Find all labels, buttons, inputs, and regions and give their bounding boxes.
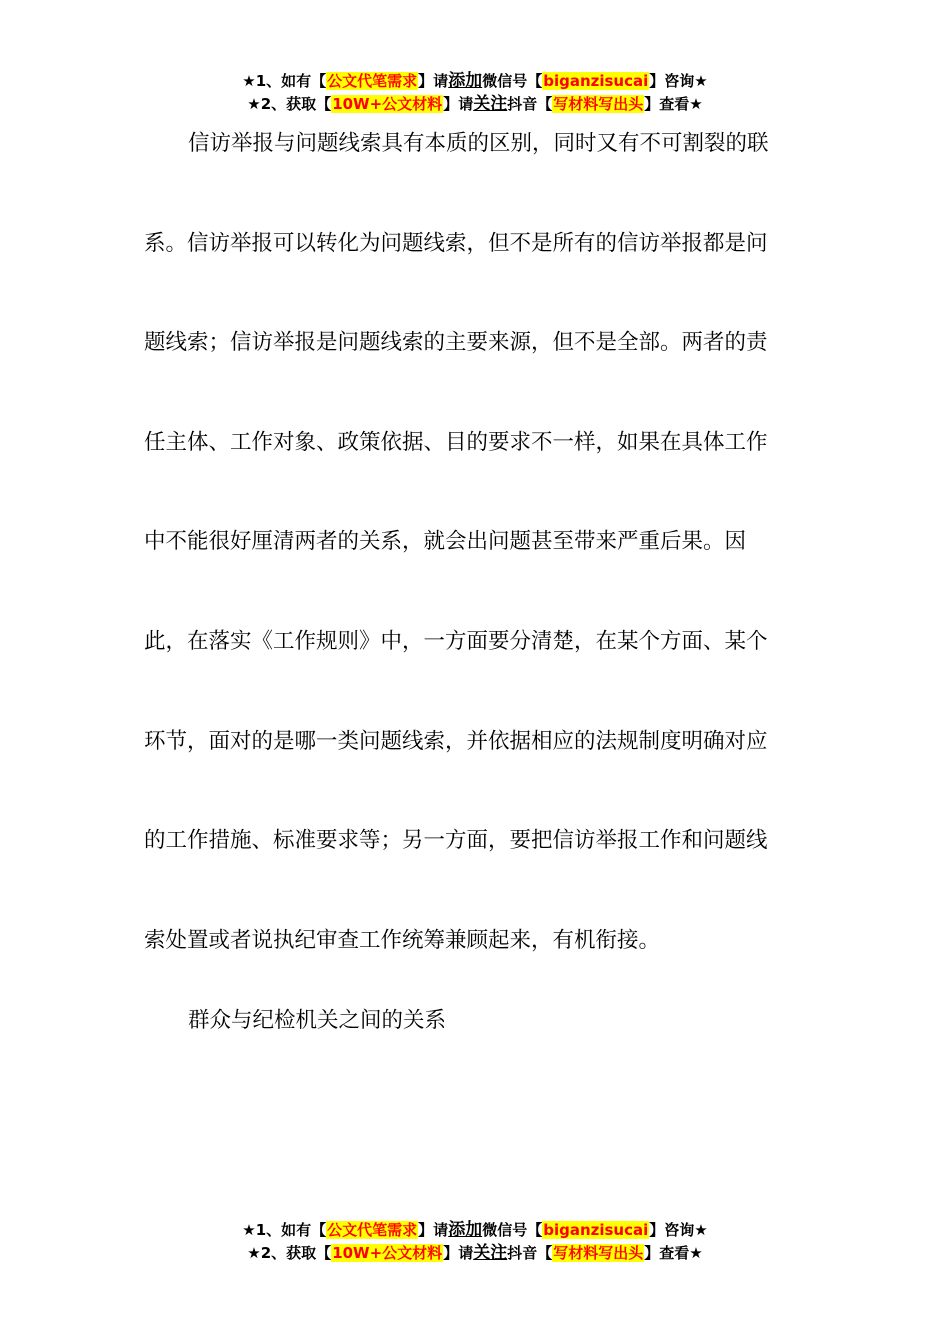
banner-highlight: biganzisucai <box>543 1221 649 1239</box>
banner-text: 抖音【 <box>507 1244 553 1262</box>
banner-text: 】请 <box>418 1221 449 1239</box>
banner-highlight: 公文代笔需求 <box>327 1221 418 1239</box>
paragraph-line: 题线索；信访举报是问题线索的主要来源，但不是全部。两者的责 <box>144 330 768 355</box>
paragraph-line: 信访举报与问题线索具有本质的区别，同时又有不可割裂的联 <box>188 131 769 156</box>
banner-text: 】查看★ <box>644 1244 703 1262</box>
banner-text: 】请 <box>443 95 474 113</box>
paragraph-line: 此，在落实《工作规则》中，一方面要分清楚，在某个方面、某个 <box>144 629 768 654</box>
paragraph-line: 任主体、工作对象、政策依据、目的要求不一样，如果在具体工作 <box>144 430 768 455</box>
banner-text: ★2、获取【 <box>247 95 332 113</box>
banner-underline: 关注 <box>473 94 508 114</box>
banner-highlight: biganzisucai <box>543 72 649 90</box>
paragraph-line: 系。信访举报可以转化为问题线索，但不是所有的信访举报都是问 <box>144 231 768 256</box>
banner-highlight: 10W+公文材料 <box>332 95 443 113</box>
banner-underline: 关注 <box>473 1243 508 1263</box>
paragraph-line: 环节，面对的是哪一类问题线索，并依据相应的法规制度明确对应 <box>144 729 768 754</box>
paragraph-line: 索处置或者说执纪审查工作统筹兼顾起来，有机衔接。 <box>144 928 661 953</box>
banner-highlight: 10W+公文材料 <box>332 1244 443 1262</box>
banner-text: ★2、获取【 <box>247 1244 332 1262</box>
banner-text: 抖音【 <box>507 95 553 113</box>
banner-line-2 <box>0 1242 950 1265</box>
banner-highlight: 写材料写出头 <box>553 95 644 113</box>
paragraph-line: 中不能很好厘清两者的关系，就会出问题甚至带来严重后果。因 <box>144 529 747 554</box>
banner-text: ★1、如有【 <box>242 72 327 90</box>
header-banner <box>0 70 950 116</box>
banner-text: 微信号【 <box>482 1221 543 1239</box>
banner-underline: 添加 <box>448 1220 483 1240</box>
banner-text: 】请 <box>443 1244 474 1262</box>
banner-line-1 <box>0 1219 950 1242</box>
banner-highlight: 公文代笔需求 <box>327 72 418 90</box>
banner-text: 微信号【 <box>482 72 543 90</box>
banner-text: 】咨询★ <box>649 1221 708 1239</box>
banner-text: 】咨询★ <box>649 72 708 90</box>
banner-text: 】查看★ <box>644 95 703 113</box>
banner-highlight: 写材料写出头 <box>553 1244 644 1262</box>
banner-text: ★1、如有【 <box>242 1221 327 1239</box>
banner-line-1 <box>0 70 950 93</box>
banner-line-2 <box>0 93 950 116</box>
section-heading: 群众与纪检机关之间的关系 <box>188 1008 447 1033</box>
footer-banner <box>0 1219 950 1265</box>
banner-text: 】请 <box>418 72 449 90</box>
banner-underline: 添加 <box>448 71 483 91</box>
paragraph-line: 的工作措施、标准要求等；另一方面，要把信访举报工作和问题线 <box>144 828 768 853</box>
